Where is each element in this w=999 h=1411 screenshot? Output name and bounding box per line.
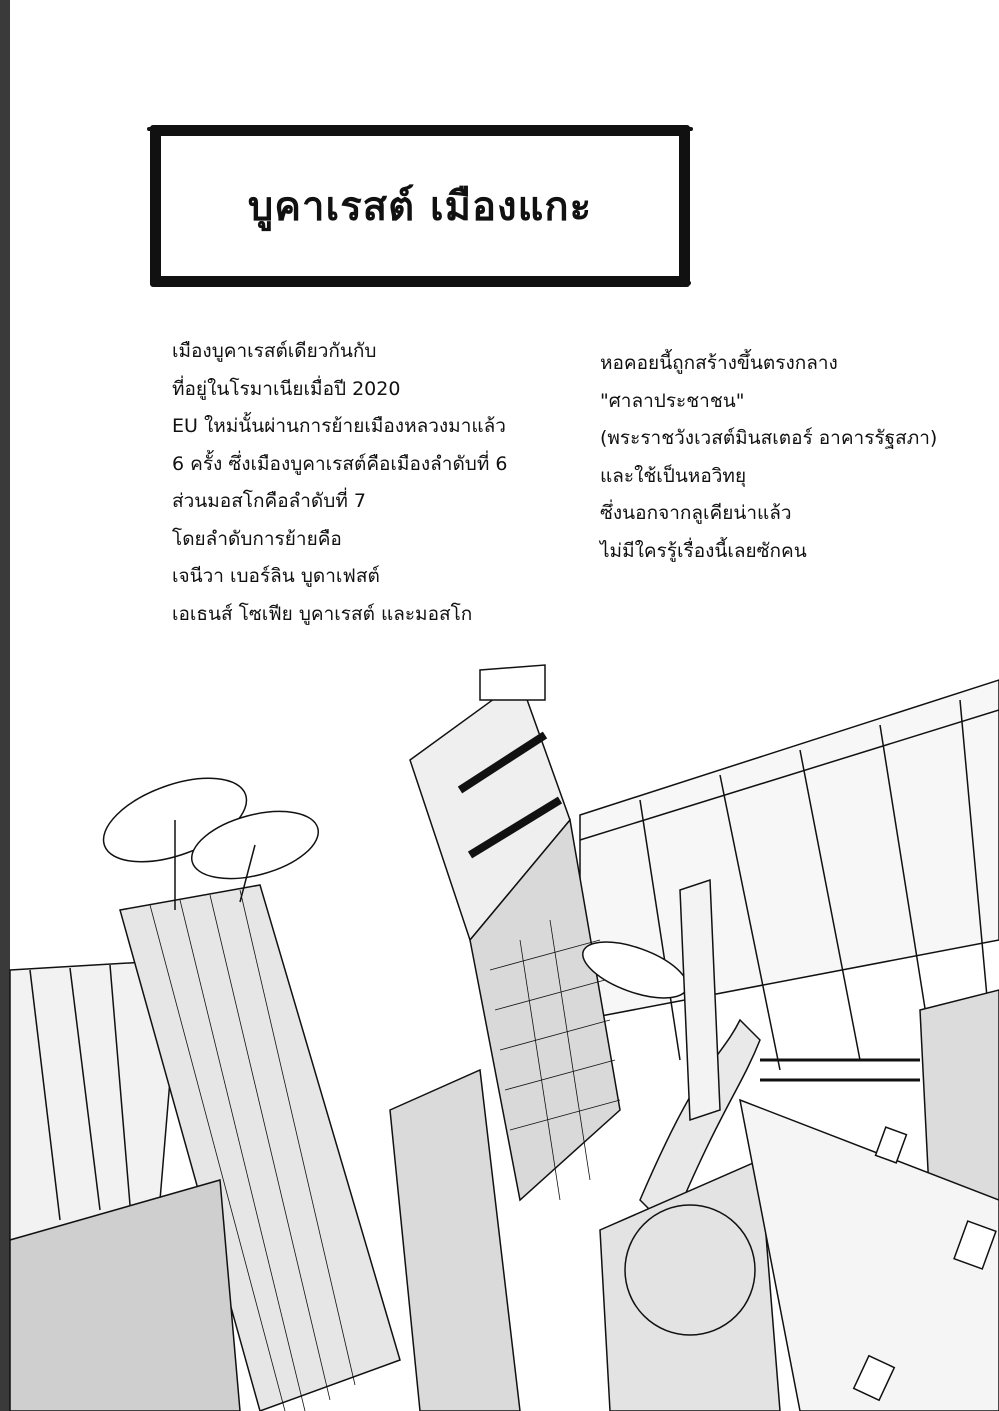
text-line: "ศาลาประชาชน" [600, 389, 745, 412]
text-line: โดยลำดับการย้ายคือ [172, 527, 342, 550]
page-title: บูคาเรสต์ เมืองแกะ [247, 184, 593, 230]
title-frame [150, 125, 690, 287]
text-line: ที่อยู่ในโรมาเนียเมื่อปี 2020 [172, 377, 401, 400]
left-text-column [172, 333, 508, 633]
text-line: EU ใหม่นั้นผ่านการย้ายเมืองหลวงมาแล้ว [172, 415, 506, 437]
city-skyline-illustration [0, 640, 999, 1411]
text-line: หอคอยนี้ถูกสร้างขึ้นตรงกลาง [600, 352, 838, 374]
text-line: และใช้เป็นหอวิทยุ [600, 464, 747, 487]
text-line: เอเธนส์ โซเฟีย บูคาเรสต์ และมอสโก [172, 602, 473, 625]
text-line: เมืองบูคาเรสต์เดียวกันกับ [172, 340, 377, 362]
text-line: ส่วนมอสโกคือลำดับที่ 7 [172, 490, 366, 512]
right-text-column [600, 345, 937, 570]
text-line: (พระราชวังเวสต์มินสเตอร์ อาคารรัฐสภา) [600, 427, 938, 449]
text-line: ซึ่งนอกจากลูเคียน่าแล้ว [600, 502, 792, 524]
text-line: 6 ครั้ง ซึ่งเมืองบูคาเรสต์คือเมืองลำดับที่ 6 [172, 452, 508, 475]
text-line: เจนีวา เบอร์ลิน บูดาเฟสต์ [172, 565, 380, 587]
text-line: ไม่มีใครรู้เรื่องนี้เลยซักคน [600, 539, 807, 562]
